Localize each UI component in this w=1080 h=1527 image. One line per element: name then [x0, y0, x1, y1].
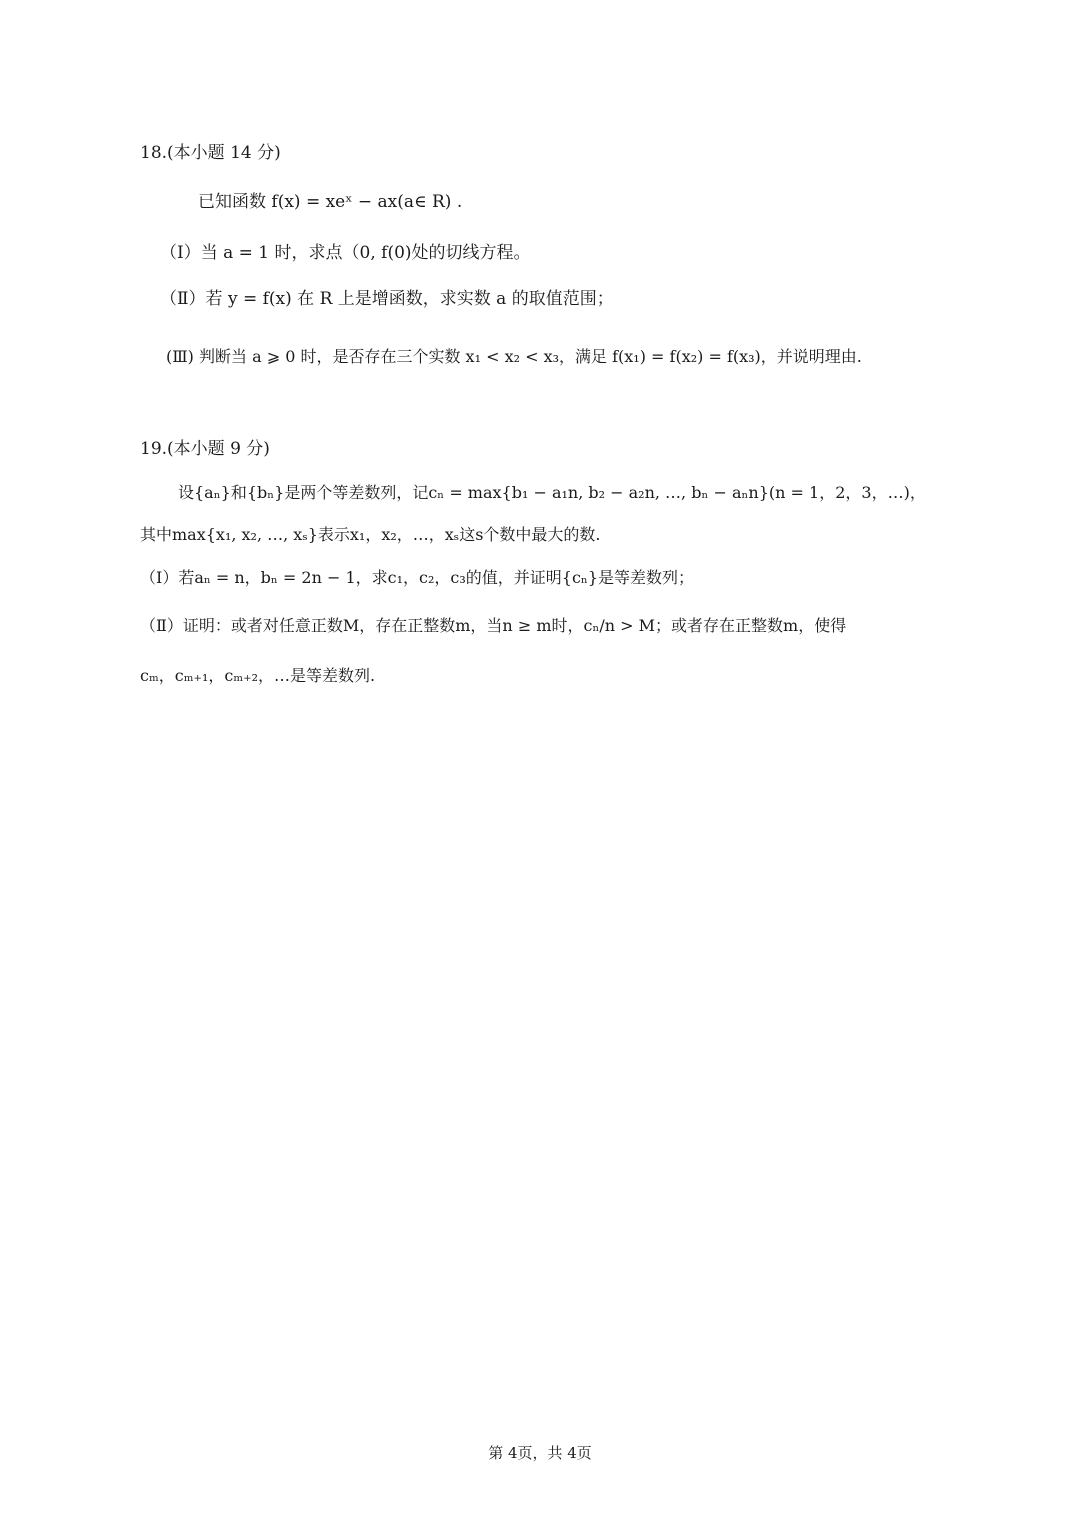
q18-part3: (Ⅲ) 判断当 a ⩾ 0 时，是否存在三个实数 x₁ < x₂ < x₃，满足 f(x₁) = f(x₂) = f(x₃)，并说明理由.	[166, 347, 862, 366]
q18-heading: 18.(本小题 14 分)	[140, 143, 281, 163]
q19-part2-line1: （Ⅱ）证明：或者对任意正数M，存在正整数m，当n ≥ m时，cₙ/n > M；或者存在正整数m，使得	[140, 616, 847, 635]
q19-stem-line1: 设{aₙ}和{bₙ}是两个等差数列，记cₙ = max{b₁ − a₁n, b₂ − a₂n, …, bₙ − aₙn}(n = 1，2，3，…)，	[178, 483, 926, 502]
q18-part1: （Ⅰ）当 a = 1 时，求点（0, f(0)处的切线方程。	[160, 243, 531, 263]
q19-stem-line2: 其中max{x₁, x₂, …, xₛ}表示x₁，x₂，…，xₛ这s个数中最大的数.	[140, 525, 601, 544]
page-footer: 第 4页，共 4页	[488, 1444, 592, 1462]
q19-part2-line2: cₘ，cₘ₊₁，cₘ₊₂，…是等差数列.	[140, 666, 376, 685]
q18-part2: （Ⅱ）若 y = f(x) 在 R 上是增函数，求实数 a 的取值范围；	[160, 289, 614, 309]
q19-part1: （Ⅰ）若aₙ = n，bₙ = 2n − 1，求c₁，c₂，c₃的值，并证明{cₙ}是等差数列；	[140, 568, 695, 587]
q18-stem: 已知函数 f(x) = xeˣ − ax(a∈ R) .	[198, 192, 463, 212]
q19-heading: 19.(本小题 9 分)	[140, 439, 270, 459]
